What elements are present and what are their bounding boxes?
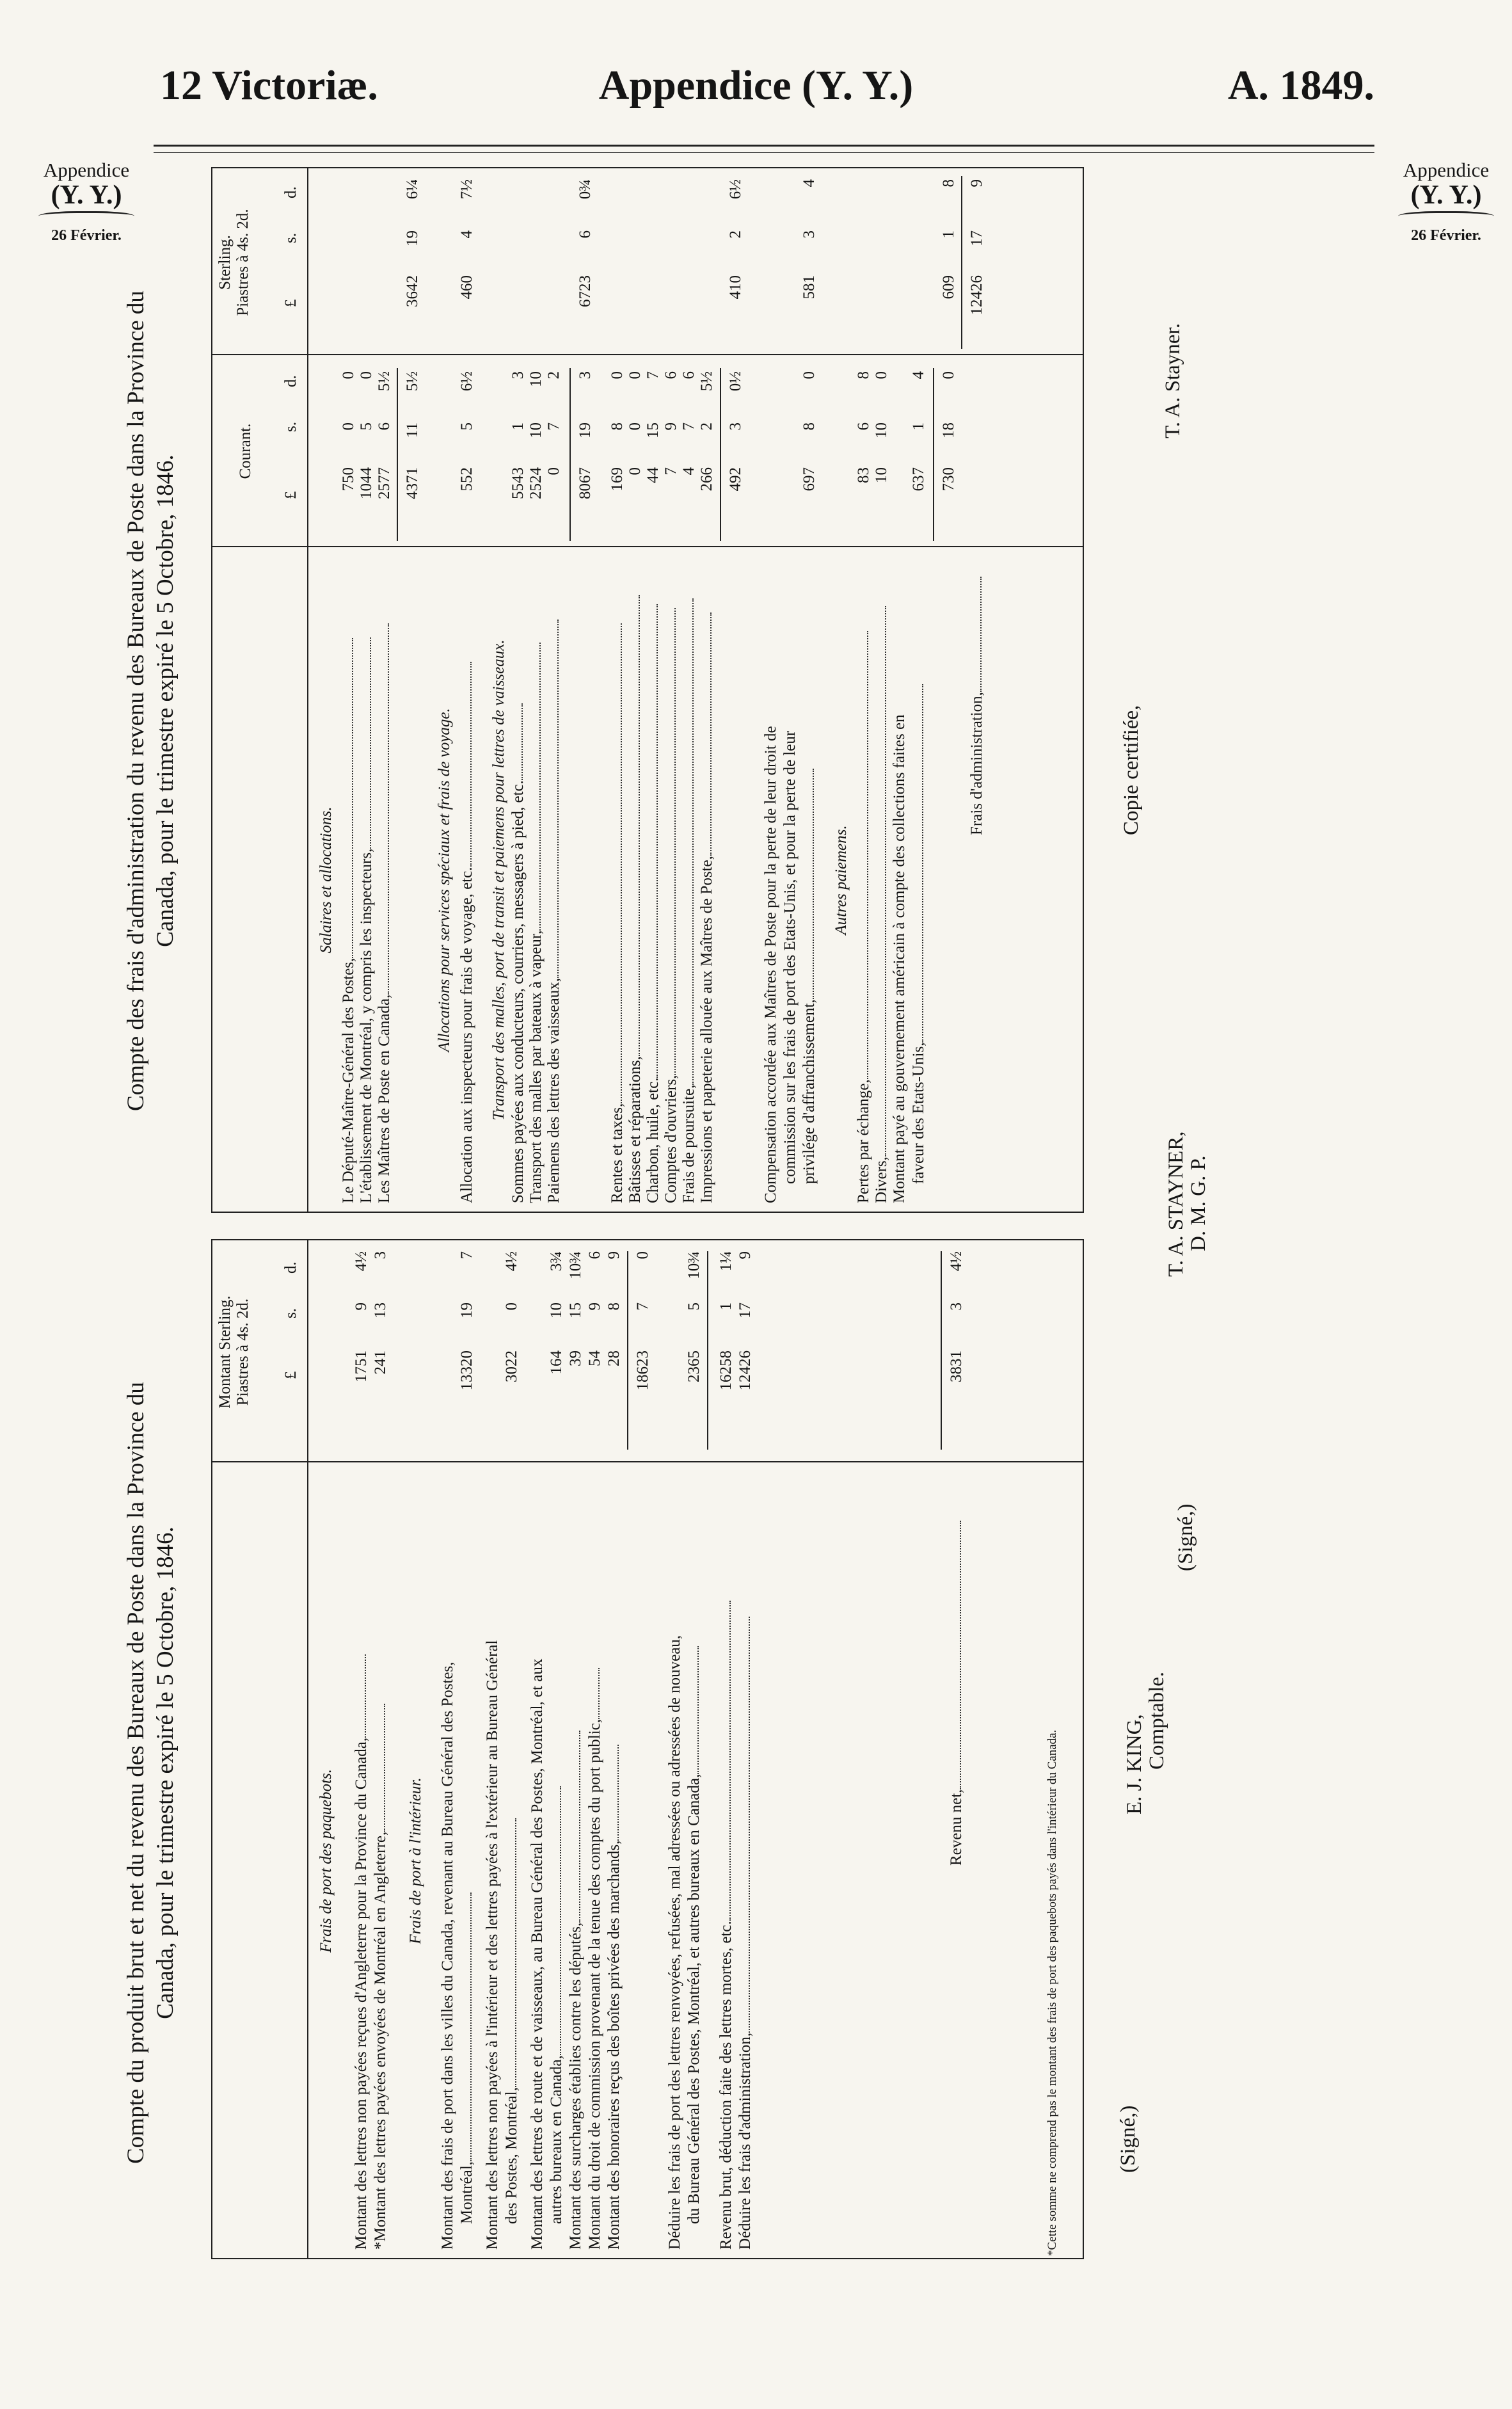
right-c2-s: 10 <box>527 422 545 438</box>
right-sc-st-l: 6723 <box>577 275 594 307</box>
right-section-allowances: Allocations pour services spéciaux et frais de voyage. <box>436 708 453 1052</box>
left-r2d-l: 39 <box>567 1350 584 1366</box>
right-sf-st-s: 1 <box>940 230 957 239</box>
right-sa-st-s: 19 <box>404 230 421 246</box>
right-e1-d: 0 <box>800 371 818 380</box>
right-sd-s: 3 <box>727 422 744 431</box>
right-sf-st-d: 8 <box>940 179 957 188</box>
right-a2-s: 5 <box>358 422 375 431</box>
left-col-header-2: Piastres à 4s. 2d. <box>234 1298 251 1406</box>
left-r2d-s: 15 <box>567 1302 584 1318</box>
right-sd-l: 492 <box>727 467 744 492</box>
left-r2a-label: Montant des frais de port dans les villes du Canada, revenant au Bureau Général des Postes, Montréal, <box>439 1661 475 2250</box>
right-sterling-header-1: Sterling. <box>216 235 234 290</box>
left-r5-s: 17 <box>736 1302 754 1318</box>
right-sc-st-s: 6 <box>577 230 594 239</box>
right-d3-s: 15 <box>644 422 662 438</box>
right-f3-label: Montant payé au gouvernement américain à compte des collections faites en faveur des Etats-Unis, <box>890 684 928 1203</box>
margin-note-date: 26 Février. <box>1411 227 1481 244</box>
right-c2-l: 2524 <box>527 467 545 499</box>
margin-note-appendice: Appendice <box>1403 159 1490 181</box>
right-b1-st-l: 460 <box>458 275 475 300</box>
left-r2f-d: 9 <box>605 1251 623 1260</box>
left-unit-pence: d. <box>282 1261 299 1274</box>
left-r5-l: 12426 <box>736 1350 754 1391</box>
right-c2-d: 10 <box>527 371 545 387</box>
right-d1-label: Rentes et taxes, <box>608 623 627 1203</box>
right-e1-label: Compensation accordée aux Maîtres de Poste pour la perte de leur droit de commission sur les frais de port des Etats-Unis, et pour la perte de leur privilége d'affranchissement, <box>762 726 818 1203</box>
signature-king-title: Comptable. <box>1145 1671 1168 1770</box>
left-net-d: 4½ <box>948 1251 965 1272</box>
right-header-rule <box>307 168 308 1213</box>
left-r2b-s: 0 <box>503 1302 520 1311</box>
right-a1-l: 750 <box>340 467 357 492</box>
right-d4-label: Comptes d'ouvriers, <box>662 608 681 1203</box>
signed-label-stayner: (Signé,) <box>1174 1503 1197 1571</box>
left-r2e-label: Montant du droit de commission provenant de la tenue des comptes du port public, <box>585 1668 605 2250</box>
left-r2c-label: Montant des lettres de route et de vaisseaux, au Bureau Général des Postes, Montréal, et aux autres bureaux en Canada, <box>529 1658 565 2250</box>
left-r2b-label: Montant des lettres non payées à l'intérieur et des lettres payées à l'extérieur au Bureau Général des Postes, Montréal, <box>484 1640 520 2250</box>
right-f3-s: 1 <box>910 422 927 431</box>
right-courant-header: Courant. <box>237 423 254 479</box>
right-c1-d: 3 <box>509 371 527 380</box>
right-d1-s: 8 <box>609 422 626 431</box>
left-gross-rule <box>707 1251 708 1450</box>
right-b1-st-d: 7½ <box>458 179 475 200</box>
left-r2d-label: Montant des surcharges établies contre les députés, <box>566 1731 585 2250</box>
right-sa-s: 11 <box>404 422 421 438</box>
left-unit-shilling: s. <box>282 1308 299 1318</box>
right-title-line2: Canada, pour le trimestre expiré le 5 Octobre, 1846. <box>152 454 179 947</box>
left-r3-label: Déduire les frais de port des lettres renvoyées, refusées, mal adressées ou adressées de nouveau, du Bureau Général des Postes, Montréal, et autres bureaux en Canada, <box>666 1635 703 2250</box>
right-d5-s: 7 <box>680 422 697 431</box>
right-d3-l: 44 <box>644 467 662 483</box>
left-r1a-d: 4½ <box>353 1251 370 1272</box>
left-footnote: *Cette somme ne comprend pas le montant des frais de port des paquebots payés dans l'intérieur du Canada. <box>1046 1729 1059 2256</box>
right-sa-l: 4371 <box>404 467 421 499</box>
right-d1-l: 169 <box>609 467 626 492</box>
left-col-header-1: Montant Sterling. <box>216 1295 234 1409</box>
margin-note-appendice: Appendice <box>43 159 130 181</box>
brace-mark <box>38 211 134 223</box>
left-r1b-s: 13 <box>372 1302 389 1318</box>
left-r2e-l: 54 <box>586 1350 603 1366</box>
left-title-line2: Canada, pour le trimestre expiré le 5 Octobre, 1846. <box>152 1526 179 2019</box>
certified-copy-name: T. A. Stayner. <box>1161 323 1184 438</box>
right-sterling-header-2: Piastres à 4s. 2d. <box>234 209 251 316</box>
right-f1-l: 83 <box>855 467 872 483</box>
right-f1-d: 8 <box>855 371 872 380</box>
left-section-interior: Frais de port à l'intérieur. <box>407 1777 424 1944</box>
margin-note-yy: (Y. Y.) <box>1410 180 1482 210</box>
right-sd-rule <box>720 368 721 541</box>
right-d3-d: 7 <box>644 371 662 380</box>
right-d5-d: 6 <box>680 371 697 380</box>
left-r3-d: 10¾ <box>685 1251 703 1279</box>
right-a3-d: 5½ <box>376 371 393 392</box>
left-r2f-label: Montant des honoraires reçus des boîtes privées des marchands, <box>605 1745 624 2250</box>
right-total-label: Frais d'administration, <box>967 577 987 835</box>
left-sub1-l: 18623 <box>634 1350 651 1391</box>
left-r2b-d: 4½ <box>503 1251 520 1272</box>
right-a1-d: 0 <box>340 371 357 380</box>
right-d3-label: Charbon, huile, etc. <box>644 604 663 1203</box>
left-r2f-l: 28 <box>605 1350 623 1366</box>
right-sf-rule <box>933 368 934 541</box>
right-section-transport: Transport des malles, port de transit et paiemens pour lettres de vaisseaux. <box>490 639 507 1121</box>
left-net-l: 3831 <box>948 1350 965 1382</box>
left-r4-d: 1¼ <box>717 1251 735 1272</box>
right-b1-label: Allocation aux inspecteurs pour frais de voyage, etc. <box>458 662 477 1203</box>
left-header-rule <box>307 1240 308 2259</box>
right-f2-label: Divers, <box>872 606 891 1203</box>
right-c1-label: Sommes payées aux conducteurs, courriers, messagers à pied, etc. <box>509 703 528 1203</box>
right-sterling-header <box>216 170 252 355</box>
certified-copy-label: Copie certifiée, <box>1120 705 1143 835</box>
left-r2a-d: 7 <box>458 1251 475 1260</box>
right-title-line1: Compte des frais d'administration du revenu des Bureaux de Poste dans la Province du <box>123 291 149 1111</box>
right-d5-l: 4 <box>680 467 697 476</box>
right-a3-label: Les Maîtres de Poste en Canada, <box>375 623 394 1203</box>
left-r2c-s: 10 <box>548 1302 565 1318</box>
left-subtotal-rule <box>627 1251 628 1450</box>
right-section-salaries: Salaires et allocations. <box>317 806 335 954</box>
right-d5-label: Frais de poursuite, <box>680 598 699 1203</box>
right-total-d: 9 <box>968 179 985 188</box>
right-a1-label: Le Député-Maître-Général des Postes, <box>339 638 358 1203</box>
left-r1b-d: 3 <box>372 1251 389 1260</box>
header-appendix: Appendice (Y. Y.) <box>598 62 914 109</box>
right-sf-s: 18 <box>940 422 957 438</box>
header-year: A. 1849. <box>1227 62 1374 109</box>
right-e1-st-s: 3 <box>800 230 818 239</box>
right-d2-d: 0 <box>626 371 644 380</box>
right-courant-unit-pence: d. <box>282 375 299 387</box>
right-courant-unit-shilling: s. <box>282 422 299 432</box>
right-courant-unit-pound: £ <box>282 491 299 499</box>
right-e1-s: 8 <box>800 422 818 431</box>
right-sc-s: 19 <box>577 422 594 438</box>
right-d6-s: 2 <box>698 422 715 431</box>
right-sd-st-s: 2 <box>727 230 744 239</box>
right-courant-divider <box>211 546 1083 547</box>
right-f3-d: 4 <box>910 371 927 380</box>
left-sub1-d: 0 <box>634 1251 651 1260</box>
left-r3-s: 5 <box>685 1302 703 1311</box>
right-e1-l: 697 <box>800 467 818 492</box>
right-e1-st-d: 4 <box>800 179 818 188</box>
right-a3-s: 6 <box>376 422 393 431</box>
left-net-label: Revenu net, <box>947 1521 966 1866</box>
right-f2-l: 10 <box>873 467 890 483</box>
right-sd-st-d: 6½ <box>727 179 744 200</box>
right-f1-s: 6 <box>855 422 872 431</box>
right-b1-l: 552 <box>458 467 475 492</box>
right-sf-st-l: 609 <box>940 275 957 300</box>
left-r4-s: 1 <box>717 1302 735 1311</box>
left-r2c-l: 164 <box>548 1350 565 1375</box>
left-net-rule <box>941 1251 942 1450</box>
right-f2-s: 10 <box>873 422 890 438</box>
right-sc-l: 8067 <box>577 467 594 499</box>
right-sterling-unit-pence: d. <box>282 186 299 198</box>
left-title-line1: Compte du produit brut et net du revenu des Bureaux de Poste dans la Province du <box>123 1382 149 2164</box>
brace-mark <box>1398 211 1494 223</box>
right-d6-d: 5½ <box>698 371 715 392</box>
right-total-l: 12426 <box>968 275 985 316</box>
right-sa-st-l: 3642 <box>404 275 421 307</box>
left-r2d-d: 10¾ <box>567 1251 584 1279</box>
right-sa-st-d: 6¼ <box>404 179 421 200</box>
right-sterling-unit-shilling: s. <box>282 233 299 243</box>
right-sd-d: 0½ <box>727 371 744 392</box>
left-r2a-s: 19 <box>458 1302 475 1318</box>
left-sub1-s: 7 <box>634 1302 651 1311</box>
right-sc-st-d: 0¾ <box>577 179 594 200</box>
right-a1-s: 0 <box>340 422 357 431</box>
right-d6-label: Impressions et papeterie allouée aux Maîtres de Poste, <box>697 612 717 1203</box>
left-r2b-l: 3022 <box>503 1350 520 1382</box>
right-c1-s: 1 <box>509 422 527 431</box>
left-r5-label: Déduire les frais d'administration, <box>736 1617 755 2250</box>
rotated-accounts <box>122 163 1210 2275</box>
left-r1b-l: 241 <box>372 1350 389 1375</box>
left-r4-l: 16258 <box>717 1350 735 1391</box>
right-d1-d: 0 <box>609 371 626 380</box>
right-f1-label: Pertes par échange, <box>854 631 873 1203</box>
right-total-s: 17 <box>968 230 985 246</box>
margin-note-date: 26 Février. <box>51 227 122 244</box>
left-r2a-l: 13320 <box>458 1350 475 1391</box>
signature-king-name: E. J. KING, <box>1123 1714 1146 1814</box>
right-sc-rule <box>569 368 571 541</box>
left-r5-d: 9 <box>736 1251 754 1260</box>
right-d2-s: 0 <box>626 422 644 431</box>
right-sa-d: 5½ <box>404 371 421 392</box>
right-c1-l: 5543 <box>509 467 527 499</box>
right-c3-d: 2 <box>545 371 562 380</box>
left-r1a-label: Montant des lettres non payées reçues d'Angleterre pour la Province du Canada, <box>352 1654 371 2250</box>
header-rule-top <box>154 145 1374 147</box>
right-b1-s: 5 <box>458 422 475 431</box>
right-sterling-divider <box>211 354 1083 355</box>
right-d2-l: 0 <box>626 467 644 476</box>
right-d2-label: Bâtisses et réparations, <box>626 595 645 1203</box>
right-total-rule <box>961 176 962 349</box>
right-d4-l: 7 <box>662 467 680 476</box>
right-sf-d: 0 <box>940 371 957 380</box>
right-sa-rule <box>397 368 398 541</box>
signed-label-king: (Signé,) <box>1117 2105 1140 2173</box>
left-section-packets: Frais de port des paquebots. <box>317 1769 335 1953</box>
left-net-s: 3 <box>948 1302 965 1311</box>
left-r1b-label: *Montant des lettres payées envoyées de Montréal en Angleterre, <box>371 1704 390 2250</box>
right-f2-d: 0 <box>873 371 890 380</box>
right-b1-st-s: 4 <box>458 230 475 239</box>
left-r2f-s: 8 <box>605 1302 623 1311</box>
left-r4-label: Revenu brut, déduction faite des lettres mortes, etc. <box>717 1601 736 2250</box>
left-r1a-l: 1751 <box>353 1350 370 1382</box>
right-a3-l: 2577 <box>376 467 393 499</box>
right-sterling-unit-pound: £ <box>282 299 299 307</box>
left-amount-divider <box>211 1461 1083 1462</box>
right-c3-label: Paiemens des lettres des vaisseaux, <box>545 620 564 1203</box>
left-r2e-d: 6 <box>586 1251 603 1260</box>
right-d6-l: 266 <box>698 467 715 492</box>
right-d4-d: 6 <box>662 371 680 380</box>
right-b1-d: 6½ <box>458 371 475 392</box>
left-r2c-d: 3¾ <box>548 1251 565 1272</box>
left-r2e-s: 9 <box>586 1302 603 1311</box>
right-a2-label: L'établissement de Montréal, y compris les inspecteurs, <box>357 637 376 1203</box>
right-e1-st-l: 581 <box>800 275 818 300</box>
right-c3-s: 7 <box>545 422 562 431</box>
left-r1a-s: 9 <box>353 1302 370 1311</box>
signature-stayner-title: D. M. G. P. <box>1187 1155 1210 1251</box>
right-sd-st-l: 410 <box>727 275 744 300</box>
right-c2-label: Transport des malles par bateaux à vapeur, <box>527 643 546 1203</box>
right-sf-l: 730 <box>940 467 957 492</box>
margin-note-yy: (Y. Y.) <box>51 180 122 210</box>
left-col-header <box>216 1242 252 1462</box>
left-r3-l: 2365 <box>685 1350 703 1382</box>
right-f3-l: 637 <box>910 467 927 492</box>
right-a2-d: 0 <box>358 371 375 380</box>
right-c3-l: 0 <box>545 467 562 476</box>
header-session: 12 Victoriæ. <box>160 62 378 109</box>
signature-stayner-name: T. A. STAYNER, <box>1165 1131 1188 1277</box>
right-a2-l: 1044 <box>358 467 375 499</box>
right-sc-d: 3 <box>577 371 594 380</box>
right-d4-s: 9 <box>662 422 680 431</box>
left-unit-pound: £ <box>282 1371 299 1379</box>
header-rule-bottom <box>154 152 1374 153</box>
left-account-title <box>122 1270 180 2275</box>
margin-note-right <box>1385 159 1507 244</box>
right-section-other: Autres paiemens. <box>832 825 850 935</box>
right-account-title <box>122 189 180 1213</box>
